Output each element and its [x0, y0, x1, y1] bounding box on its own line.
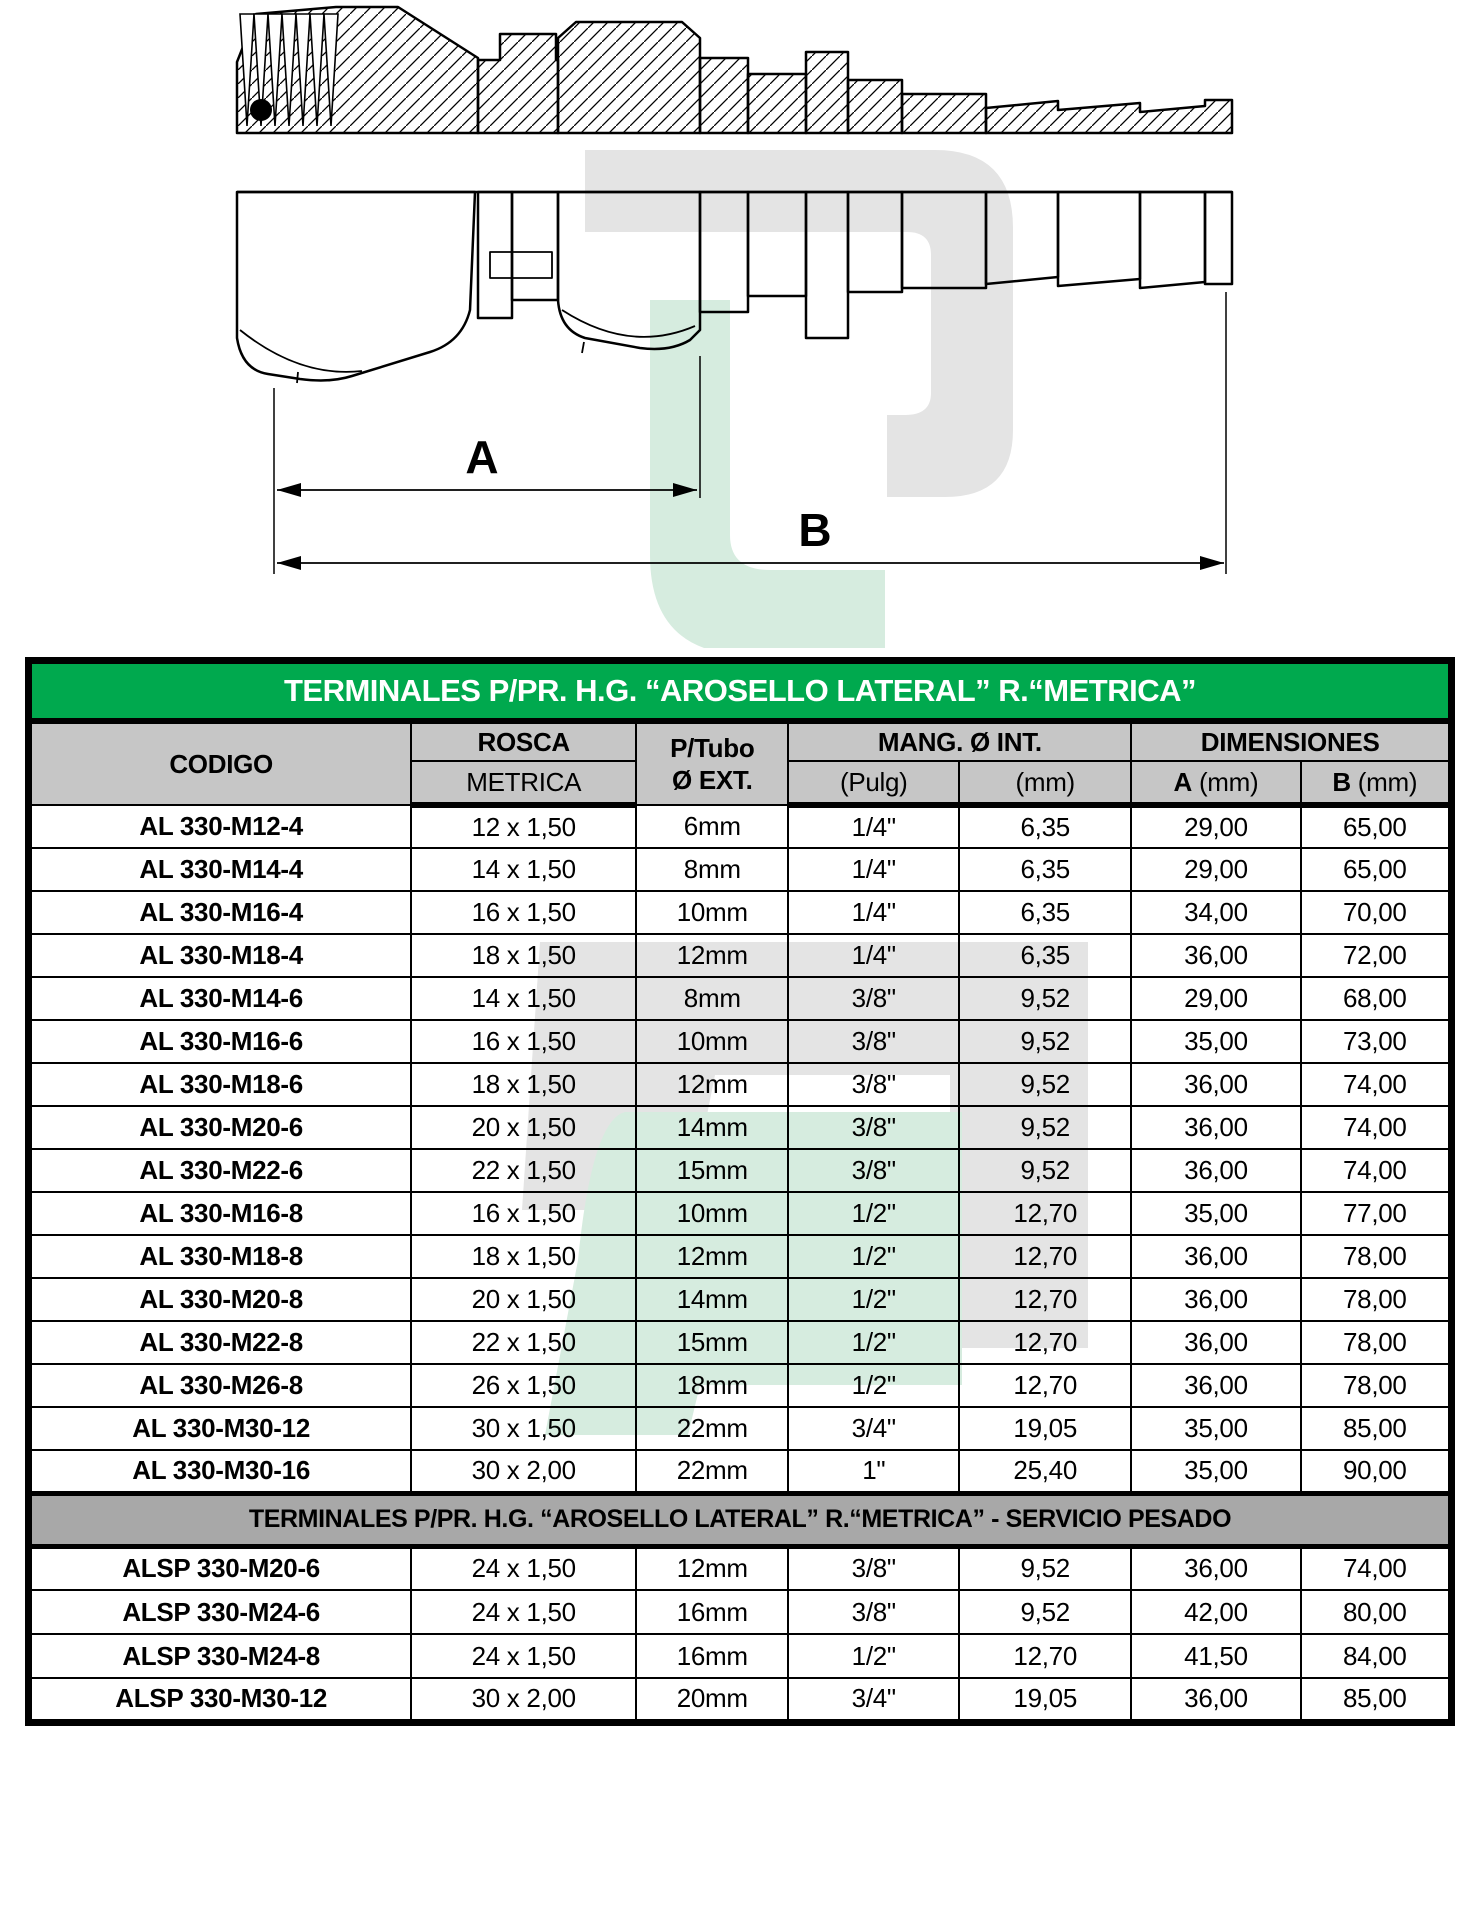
cell-dim-a: 36,00: [1131, 1546, 1300, 1590]
cell-mang-mm: 9,52: [959, 1063, 1131, 1106]
cell-dim-b: 73,00: [1301, 1020, 1452, 1063]
cell-mang-mm: 12,70: [959, 1634, 1131, 1678]
cell-rosca-metrica: 16 x 1,50: [411, 1192, 636, 1235]
cell-codigo: ALSP 330-M24-8: [29, 1634, 412, 1678]
cell-codigo: AL 330-M18-8: [29, 1235, 412, 1278]
cell-dim-a: 36,00: [1131, 1678, 1300, 1722]
cell-dim-a: 36,00: [1131, 1063, 1300, 1106]
cell-rosca-metrica: 24 x 1,50: [411, 1590, 636, 1634]
cell-mang-mm: 6,35: [959, 805, 1131, 848]
cell-codigo: ALSP 330-M24-6: [29, 1590, 412, 1634]
cell-mang-pulg: 1/4": [788, 805, 959, 848]
cell-dim-a: 35,00: [1131, 1020, 1300, 1063]
table-row: [29, 1634, 1452, 1678]
cell-rosca-metrica: 18 x 1,50: [411, 1235, 636, 1278]
cell-mang-pulg: 3/8": [788, 1063, 959, 1106]
cell-mang-pulg: 3/8": [788, 1546, 959, 1590]
fitting-section: [237, 7, 1232, 133]
cell-dim-b: 65,00: [1301, 805, 1452, 848]
cell-codigo: AL 330-M22-8: [29, 1321, 412, 1364]
cell-codigo: ALSP 330-M20-6: [29, 1546, 412, 1590]
col-header-a-unit: (mm): [1192, 766, 1259, 797]
cell-dim-b: 77,00: [1301, 1192, 1452, 1235]
cell-ptubo-ext: 18mm: [636, 1364, 788, 1407]
cell-dim-a: 36,00: [1131, 1364, 1300, 1407]
cell-dim-b: 74,00: [1301, 1546, 1452, 1590]
cell-mang-pulg: 3/8": [788, 977, 959, 1020]
table-row: [29, 891, 1452, 934]
cell-mang-mm: 9,52: [959, 1546, 1131, 1590]
cell-dim-b: 78,00: [1301, 1364, 1452, 1407]
cell-dim-a: 36,00: [1131, 934, 1300, 977]
cell-mang-pulg: 1": [788, 1450, 959, 1493]
dimension-a-label: A: [465, 431, 499, 483]
cell-rosca-metrica: 26 x 1,50: [411, 1364, 636, 1407]
cell-rosca-metrica: 20 x 1,50: [411, 1106, 636, 1149]
cell-codigo: AL 330-M14-4: [29, 848, 412, 891]
cell-rosca-metrica: 24 x 1,50: [411, 1634, 636, 1678]
cell-mang-mm: 9,52: [959, 1106, 1131, 1149]
col-header-a-letter: A: [1173, 766, 1193, 797]
cell-mang-mm: 6,35: [959, 848, 1131, 891]
cell-rosca-metrica: 16 x 1,50: [411, 1020, 636, 1063]
cell-codigo: AL 330-M12-4: [29, 805, 412, 848]
cell-mang-mm: 9,52: [959, 1590, 1131, 1634]
cell-dim-a: 42,00: [1131, 1590, 1300, 1634]
table-row: [29, 1235, 1452, 1278]
cell-codigo: AL 330-M18-6: [29, 1063, 412, 1106]
cell-dim-a: 36,00: [1131, 1235, 1300, 1278]
cell-codigo: ALSP 330-M30-12: [29, 1678, 412, 1722]
table-row: [29, 848, 1452, 891]
table-row: [29, 1020, 1452, 1063]
table-row: [29, 1321, 1452, 1364]
table-body-heavy-duty: [29, 1546, 1452, 1722]
cell-ptubo-ext: 8mm: [636, 977, 788, 1020]
cell-ptubo-ext: 10mm: [636, 891, 788, 934]
cell-codigo: AL 330-M30-12: [29, 1407, 412, 1450]
table-row: [29, 1106, 1452, 1149]
cell-dim-a: 34,00: [1131, 891, 1300, 934]
table-row: [29, 1364, 1452, 1407]
cell-mang-pulg: 1/2": [788, 1278, 959, 1321]
dimension-b: [277, 504, 1224, 570]
cell-ptubo-ext: 14mm: [636, 1106, 788, 1149]
cell-ptubo-ext: 16mm: [636, 1590, 788, 1634]
cell-dim-a: 41,50: [1131, 1634, 1300, 1678]
table-row: [29, 1192, 1452, 1235]
cell-mang-pulg: 3/8": [788, 1106, 959, 1149]
dimension-b-label: B: [798, 504, 832, 556]
cell-mang-mm: 12,70: [959, 1278, 1131, 1321]
cell-mang-mm: 12,70: [959, 1192, 1131, 1235]
table-subheader-body: [29, 1493, 1452, 1546]
cell-mang-pulg: 3/4": [788, 1678, 959, 1722]
col-header-b-unit: (mm): [1350, 766, 1418, 797]
technical-drawing: [0, 0, 1480, 648]
cell-ptubo-ext: 22mm: [636, 1450, 788, 1493]
col-header-codigo: CODIGO: [29, 721, 412, 805]
cell-codigo: AL 330-M30-16: [29, 1450, 412, 1493]
cell-ptubo-ext: 6mm: [636, 805, 788, 848]
cell-dim-b: 78,00: [1301, 1321, 1452, 1364]
cell-dim-b: 74,00: [1301, 1063, 1452, 1106]
table-row: [29, 1278, 1452, 1321]
cell-ptubo-ext: 22mm: [636, 1407, 788, 1450]
cell-codigo: AL 330-M16-6: [29, 1020, 412, 1063]
cell-rosca-metrica: 18 x 1,50: [411, 1063, 636, 1106]
cell-dim-a: 35,00: [1131, 1407, 1300, 1450]
table-body-standard: [29, 805, 1452, 1493]
cell-rosca-metrica: 16 x 1,50: [411, 891, 636, 934]
spec-table-wrap: [25, 657, 1455, 1726]
cell-rosca-metrica: 24 x 1,50: [411, 1546, 636, 1590]
col-header-ptubo-line1: P/Tubo: [670, 732, 755, 763]
table-row: [29, 934, 1452, 977]
cell-mang-pulg: 1/4": [788, 934, 959, 977]
cell-mang-mm: 12,70: [959, 1364, 1131, 1407]
col-header-mang: MANG. Ø INT.: [788, 721, 1131, 761]
table-row: [29, 977, 1452, 1020]
table-row: [29, 1450, 1452, 1493]
col-header-b-letter: B: [1332, 766, 1351, 797]
cell-dim-b: 68,00: [1301, 977, 1452, 1020]
cell-ptubo-ext: 8mm: [636, 848, 788, 891]
cell-mang-pulg: 1/4": [788, 891, 959, 934]
col-header-mm: (mm): [959, 761, 1131, 805]
cell-dim-a: 36,00: [1131, 1278, 1300, 1321]
cell-mang-pulg: 1/2": [788, 1364, 959, 1407]
cell-mang-mm: 9,52: [959, 1149, 1131, 1192]
col-header-ptubo-line2: Ø EXT.: [671, 765, 753, 795]
table-row: [29, 805, 1452, 848]
col-header-pulg: (Pulg): [788, 761, 959, 805]
table-row: [29, 1678, 1452, 1722]
cell-dim-b: 74,00: [1301, 1106, 1452, 1149]
subheader-title: TERMINALES P/PR. H.G. “AROSELLO LATERAL” R.“METRICA” - SERVICIO PESADO: [29, 1493, 1452, 1546]
cell-rosca-metrica: 14 x 1,50: [411, 848, 636, 891]
col-header-metrica: METRICA: [411, 761, 636, 805]
oring-dot: [250, 99, 272, 121]
cell-ptubo-ext: 14mm: [636, 1278, 788, 1321]
cell-ptubo-ext: 12mm: [636, 1063, 788, 1106]
table-row: [29, 1149, 1452, 1192]
cell-mang-mm: 9,52: [959, 1020, 1131, 1063]
cell-mang-pulg: 1/2": [788, 1235, 959, 1278]
cell-ptubo-ext: 16mm: [636, 1634, 788, 1678]
cell-rosca-metrica: 30 x 2,00: [411, 1678, 636, 1722]
spec-table: [25, 657, 1455, 1726]
cell-dim-a: 35,00: [1131, 1450, 1300, 1493]
col-header-b-mm: [1301, 761, 1452, 805]
cell-ptubo-ext: 20mm: [636, 1678, 788, 1722]
cell-dim-a: 29,00: [1131, 805, 1300, 848]
cell-rosca-metrica: 20 x 1,50: [411, 1278, 636, 1321]
subheader-row: [29, 1493, 1452, 1546]
cell-rosca-metrica: 22 x 1,50: [411, 1149, 636, 1192]
cell-codigo: AL 330-M20-6: [29, 1106, 412, 1149]
cell-mang-mm: 12,70: [959, 1321, 1131, 1364]
cell-codigo: AL 330-M18-4: [29, 934, 412, 977]
cell-dim-a: 36,00: [1131, 1321, 1300, 1364]
cell-mang-mm: 25,40: [959, 1450, 1131, 1493]
cell-rosca-metrica: 22 x 1,50: [411, 1321, 636, 1364]
cell-dim-b: 84,00: [1301, 1634, 1452, 1678]
cell-codigo: AL 330-M22-6: [29, 1149, 412, 1192]
cell-mang-mm: 6,35: [959, 891, 1131, 934]
col-header-dimensiones: DIMENSIONES: [1131, 721, 1451, 761]
cell-dim-b: 80,00: [1301, 1590, 1452, 1634]
table-row: [29, 1407, 1452, 1450]
cell-dim-b: 74,00: [1301, 1149, 1452, 1192]
cell-mang-mm: 6,35: [959, 934, 1131, 977]
cell-dim-b: 90,00: [1301, 1450, 1452, 1493]
cell-dim-b: 85,00: [1301, 1407, 1452, 1450]
cell-codigo: AL 330-M16-4: [29, 891, 412, 934]
cell-rosca-metrica: 30 x 1,50: [411, 1407, 636, 1450]
cell-mang-mm: 19,05: [959, 1678, 1131, 1722]
cell-mang-pulg: 1/2": [788, 1321, 959, 1364]
cell-dim-b: 78,00: [1301, 1235, 1452, 1278]
dimension-a: [277, 431, 697, 497]
cell-rosca-metrica: 14 x 1,50: [411, 977, 636, 1020]
cell-codigo: AL 330-M26-8: [29, 1364, 412, 1407]
cell-mang-pulg: 1/4": [788, 848, 959, 891]
table-row: [29, 1590, 1452, 1634]
table-row: [29, 1063, 1452, 1106]
cell-codigo: AL 330-M16-8: [29, 1192, 412, 1235]
cell-dim-a: 35,00: [1131, 1192, 1300, 1235]
cell-dim-b: 72,00: [1301, 934, 1452, 977]
cell-dim-b: 85,00: [1301, 1678, 1452, 1722]
cell-mang-pulg: 3/8": [788, 1149, 959, 1192]
cell-ptubo-ext: 10mm: [636, 1020, 788, 1063]
table-title-row: [29, 661, 1452, 722]
cell-ptubo-ext: 12mm: [636, 1546, 788, 1590]
cell-ptubo-ext: 10mm: [636, 1192, 788, 1235]
table-row: [29, 1546, 1452, 1590]
watermark-logo-drawing: [585, 150, 1013, 648]
cell-mang-pulg: 3/8": [788, 1590, 959, 1634]
cell-dim-a: 29,00: [1131, 848, 1300, 891]
cell-ptubo-ext: 15mm: [636, 1149, 788, 1192]
cell-mang-mm: 12,70: [959, 1235, 1131, 1278]
cell-rosca-metrica: 30 x 2,00: [411, 1450, 636, 1493]
cell-mang-pulg: 3/8": [788, 1020, 959, 1063]
col-header-rosca: ROSCA: [411, 721, 636, 761]
cell-mang-mm: 9,52: [959, 977, 1131, 1020]
cell-ptubo-ext: 12mm: [636, 934, 788, 977]
cell-dim-b: 65,00: [1301, 848, 1452, 891]
cell-dim-a: 36,00: [1131, 1149, 1300, 1192]
cell-ptubo-ext: 12mm: [636, 1235, 788, 1278]
cell-rosca-metrica: 18 x 1,50: [411, 934, 636, 977]
cell-dim-a: 29,00: [1131, 977, 1300, 1020]
cell-mang-mm: 19,05: [959, 1407, 1131, 1450]
table-title: TERMINALES P/PR. H.G. “AROSELLO LATERAL” R.“METRICA”: [29, 661, 1452, 722]
cell-codigo: AL 330-M14-6: [29, 977, 412, 1020]
col-header-a-mm: [1131, 761, 1300, 805]
dimension-extension-lines: [274, 292, 1226, 574]
cell-dim-a: 36,00: [1131, 1106, 1300, 1149]
cell-mang-pulg: 1/2": [788, 1634, 959, 1678]
cell-rosca-metrica: 12 x 1,50: [411, 805, 636, 848]
cell-codigo: AL 330-M20-8: [29, 1278, 412, 1321]
col-header-ptubo: [636, 721, 788, 805]
header-row-1: [29, 721, 1452, 761]
cell-ptubo-ext: 15mm: [636, 1321, 788, 1364]
cell-mang-pulg: 3/4": [788, 1407, 959, 1450]
cell-dim-b: 70,00: [1301, 891, 1452, 934]
cell-dim-b: 78,00: [1301, 1278, 1452, 1321]
cell-mang-pulg: 1/2": [788, 1192, 959, 1235]
